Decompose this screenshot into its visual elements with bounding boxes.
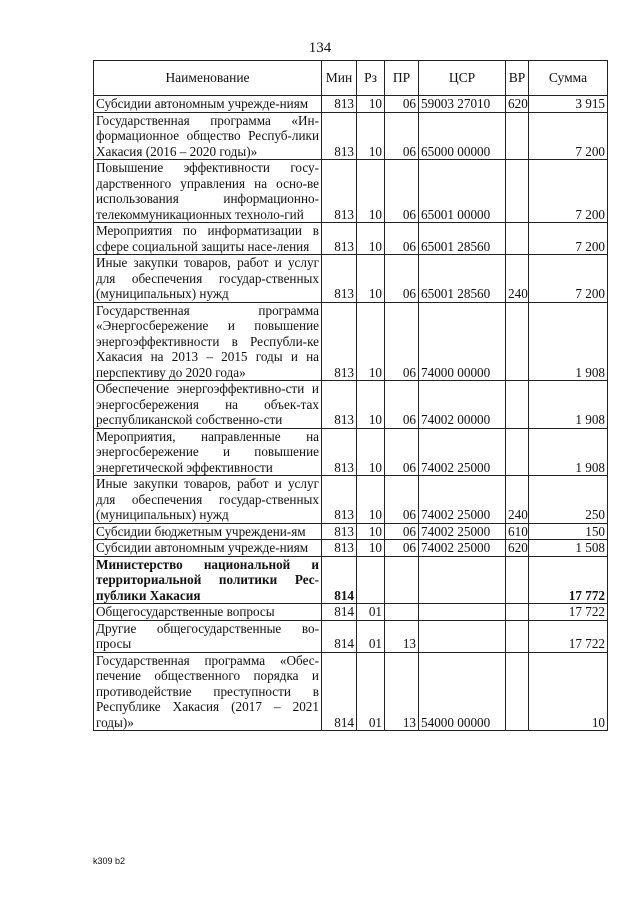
cell-vr <box>506 112 529 160</box>
cell-name: Государственная программа «Энергосбережение и повышение энергоэффективности в Республи-ке Хакасия на 2013 – 2015 годы и на перспективу до 2020 года» <box>94 302 322 381</box>
table-row <box>94 223 608 255</box>
cell-name: Субсидии автономным учрежде-ниям <box>94 540 322 557</box>
cell-rz: 01 <box>357 652 385 731</box>
cell-min: 813 <box>322 223 357 255</box>
cell-csr: 74002 00000 <box>419 381 506 429</box>
cell-name: Мероприятия, направленные на энергосбережение и повышение энергетической эффективности <box>94 428 322 476</box>
cell-min: 814 <box>322 556 357 604</box>
cell-csr <box>419 556 506 604</box>
cell-min: 813 <box>322 428 357 476</box>
cell-csr: 65000 00000 <box>419 112 506 160</box>
cell-pr: 06 <box>385 112 419 160</box>
cell-vr: 240 <box>506 476 529 524</box>
cell-pr: 13 <box>385 620 419 652</box>
cell-pr: 06 <box>385 160 419 223</box>
cell-pr: 06 <box>385 523 419 540</box>
cell-min: 813 <box>322 540 357 557</box>
cell-sum: 1 508 <box>529 540 608 557</box>
table-row <box>94 652 608 731</box>
cell-rz: 10 <box>357 112 385 160</box>
cell-vr <box>506 620 529 652</box>
cell-name: Иные закупки товаров, работ и услуг для обеспечения государ-ственных (муниципальных) нужд <box>94 476 322 524</box>
cell-csr: 65001 00000 <box>419 160 506 223</box>
table-body <box>94 96 608 731</box>
table-row <box>94 112 608 160</box>
cell-vr <box>506 428 529 476</box>
cell-name: Государственная программа «Обес-печение общественного порядка и противодействие преступности в Республике Хакасия (2017 – 2021 годы)» <box>94 652 322 731</box>
cell-sum: 17 722 <box>529 604 608 621</box>
cell-vr: 620 <box>506 540 529 557</box>
cell-min: 814 <box>322 652 357 731</box>
cell-rz: 10 <box>357 476 385 524</box>
cell-name: Общегосударственные вопросы <box>94 604 322 621</box>
cell-pr: 13 <box>385 652 419 731</box>
table-row <box>94 476 608 524</box>
cell-sum: 10 <box>529 652 608 731</box>
cell-name: Субсидии бюджетным учреждени-ям <box>94 523 322 540</box>
cell-pr: 06 <box>385 223 419 255</box>
table-row <box>94 428 608 476</box>
header-min: Мин <box>322 61 357 96</box>
cell-min: 813 <box>322 476 357 524</box>
cell-name: Обеспечение энергоэффективно-сти и энергосбережения на объек-тах республиканской собственно-сти <box>94 381 322 429</box>
cell-pr: 06 <box>385 255 419 303</box>
cell-sum: 3 915 <box>529 96 608 113</box>
cell-rz: 10 <box>357 302 385 381</box>
cell-name: Мероприятия по информатизации в сфере социальной защиты насе-ления <box>94 223 322 255</box>
header-pr: ПР <box>385 61 419 96</box>
cell-vr: 610 <box>506 523 529 540</box>
cell-min: 814 <box>322 620 357 652</box>
table-row <box>94 302 608 381</box>
cell-vr <box>506 223 529 255</box>
header-csr: ЦСР <box>419 61 506 96</box>
cell-vr: 620 <box>506 96 529 113</box>
cell-rz: 10 <box>357 428 385 476</box>
table-header <box>94 61 608 96</box>
cell-csr <box>419 620 506 652</box>
cell-name: Министерство национальной и территориальной политики Рес-публики Хакасия <box>94 556 322 604</box>
cell-sum: 1 908 <box>529 302 608 381</box>
cell-pr: 06 <box>385 381 419 429</box>
cell-name: Иные закупки товаров, работ и услуг для обеспечения государ-ственных (муниципальных) нужд <box>94 255 322 303</box>
cell-name: Субсидии автономным учрежде-ниям <box>94 96 322 113</box>
cell-rz: 10 <box>357 96 385 113</box>
cell-csr: 74002 25000 <box>419 428 506 476</box>
table-row <box>94 381 608 429</box>
cell-rz: 10 <box>357 540 385 557</box>
cell-pr: 06 <box>385 476 419 524</box>
cell-csr: 54000 00000 <box>419 652 506 731</box>
cell-sum: 7 200 <box>529 223 608 255</box>
cell-vr <box>506 604 529 621</box>
cell-rz: 10 <box>357 523 385 540</box>
cell-csr: 65001 28560 <box>419 255 506 303</box>
cell-sum: 150 <box>529 523 608 540</box>
header-rz: Рз <box>357 61 385 96</box>
cell-sum: 250 <box>529 476 608 524</box>
table-row <box>94 160 608 223</box>
cell-pr: 06 <box>385 302 419 381</box>
header-row <box>94 61 608 96</box>
table-row <box>94 556 608 604</box>
cell-vr <box>506 160 529 223</box>
cell-name: Другие общегосударственные во-просы <box>94 620 322 652</box>
table-row <box>94 620 608 652</box>
cell-rz: 10 <box>357 160 385 223</box>
page-number: 134 <box>308 40 332 56</box>
cell-csr: 59003 27010 <box>419 96 506 113</box>
cell-sum: 7 200 <box>529 112 608 160</box>
cell-min: 813 <box>322 381 357 429</box>
cell-sum: 17 722 <box>529 620 608 652</box>
cell-vr <box>506 302 529 381</box>
cell-min: 813 <box>322 255 357 303</box>
cell-vr <box>506 652 529 731</box>
cell-csr: 74002 25000 <box>419 476 506 524</box>
cell-min: 814 <box>322 604 357 621</box>
cell-vr <box>506 381 529 429</box>
cell-csr: 74002 25000 <box>419 540 506 557</box>
cell-pr <box>385 556 419 604</box>
cell-rz: 01 <box>357 620 385 652</box>
cell-name: Государственная программа «Ин-формационное общество Респуб-лики Хакасия (2016 – 2020 годы)» <box>94 112 322 160</box>
cell-rz: 10 <box>357 255 385 303</box>
cell-min: 813 <box>322 523 357 540</box>
header-vr: ВР <box>506 61 529 96</box>
cell-rz <box>357 556 385 604</box>
cell-csr: 65001 28560 <box>419 223 506 255</box>
cell-sum: 7 200 <box>529 255 608 303</box>
table-row <box>94 523 608 540</box>
cell-vr: 240 <box>506 255 529 303</box>
cell-min: 813 <box>322 160 357 223</box>
cell-csr: 74002 25000 <box>419 523 506 540</box>
header-name: Наименование <box>94 61 322 96</box>
table-row <box>94 96 608 113</box>
cell-min: 813 <box>322 96 357 113</box>
cell-pr <box>385 604 419 621</box>
cell-pr: 06 <box>385 428 419 476</box>
cell-min: 813 <box>322 302 357 381</box>
cell-sum: 1 908 <box>529 428 608 476</box>
header-sum: Сумма <box>529 61 608 96</box>
budget-table <box>93 60 608 731</box>
table-row <box>94 540 608 557</box>
cell-min: 813 <box>322 112 357 160</box>
cell-rz: 10 <box>357 223 385 255</box>
cell-sum: 7 200 <box>529 160 608 223</box>
cell-csr: 74000 00000 <box>419 302 506 381</box>
cell-pr: 06 <box>385 96 419 113</box>
table-row <box>94 604 608 621</box>
table-row <box>94 255 608 303</box>
cell-pr: 06 <box>385 540 419 557</box>
cell-sum: 17 772 <box>529 556 608 604</box>
cell-rz: 01 <box>357 604 385 621</box>
cell-name: Повышение эффективности госу-дарственного управления на осно-ве использования информационно-телекоммуникационных техноло-гий <box>94 160 322 223</box>
cell-csr <box>419 604 506 621</box>
footer-code: k309 b2 <box>93 856 126 866</box>
cell-rz: 10 <box>357 381 385 429</box>
cell-sum: 1 908 <box>529 381 608 429</box>
cell-vr <box>506 556 529 604</box>
